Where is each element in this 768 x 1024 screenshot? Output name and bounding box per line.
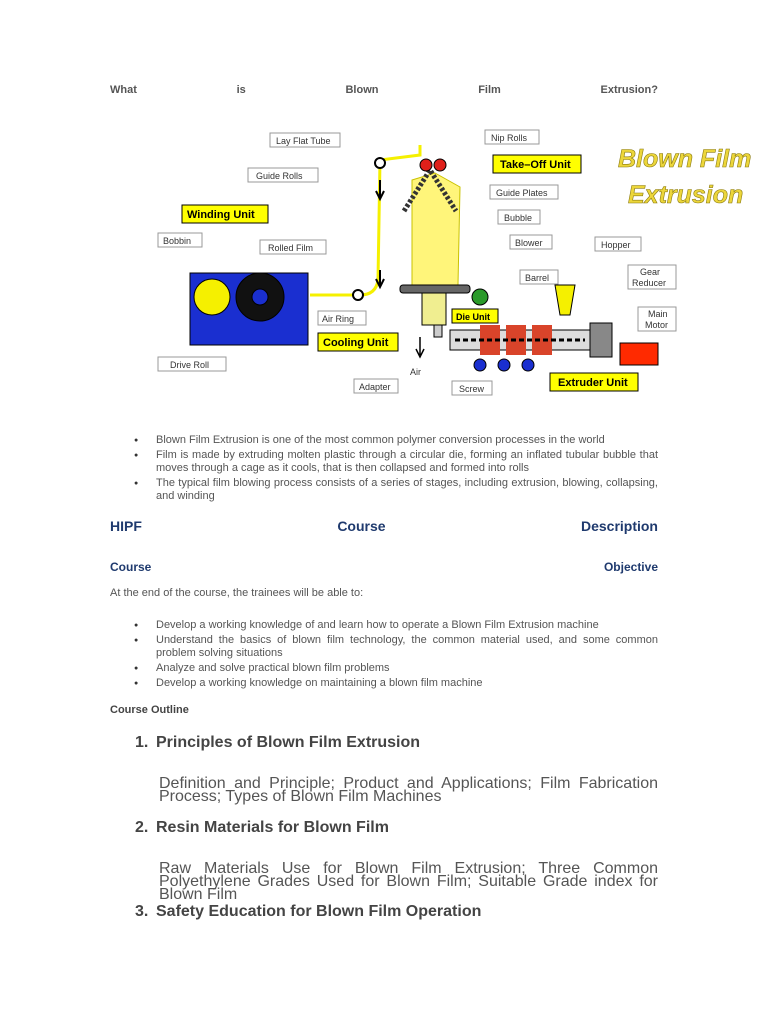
air-ring-shape [400, 285, 470, 293]
screw-wheel [522, 359, 534, 371]
label-extruder-unit: Extruder Unit [558, 377, 628, 389]
adapter-shape [434, 325, 442, 337]
section-heading [110, 518, 658, 534]
label-main-motor-2: Motor [645, 320, 669, 330]
drive-roll-hub [252, 289, 268, 305]
gear-reducer-shape [590, 323, 612, 357]
label-winding-unit: Winding Unit [187, 209, 255, 221]
outline-title: Resin Materials for Blown Film [156, 819, 389, 836]
label-gear-reducer-2: Reducer [632, 278, 667, 288]
label-adapter: Adapter [359, 382, 391, 392]
list-item: ● Understand the basics of blown film technology, the common material used, and some common problem solving situations [110, 634, 658, 660]
label-barrel: Barrel [525, 273, 550, 283]
list-item: ● Analyze and solve practical blown film problems [110, 662, 658, 675]
label-take-off-unit: Take–Off Unit [500, 159, 571, 171]
list-item: ● Film is made by extruding molten plastic through a circular die, forming an inflated tubular bubble that moves through a cage as it cools, that is then collapsed and formed into rolls [110, 449, 658, 475]
objective-intro: At the end of the course, the trainees will be able to: [110, 587, 364, 599]
heading-word: Extrusion? [600, 84, 658, 96]
film-path [310, 145, 420, 295]
outline-number: 2. [135, 819, 149, 836]
heading-word: Blown [345, 84, 379, 96]
label-lay-flat-tube: Lay Flat Tube [276, 136, 331, 146]
label-cooling-unit: Cooling Unit [323, 337, 389, 349]
label-guide-plates: Guide Plates [496, 188, 548, 198]
label-air: Air [410, 367, 421, 377]
label-air-ring: Air Ring [322, 314, 355, 324]
guide-roll-top [375, 158, 385, 168]
heading-word: is [236, 84, 246, 96]
guide-roll-bottom [353, 290, 363, 300]
heading-word: What [110, 84, 137, 96]
heading-word: HIPF [110, 518, 142, 534]
label-gear-reducer-1: Gear [640, 267, 661, 277]
outline-title: Principles of Blown Film Extrusion [156, 734, 421, 751]
outline-description: Definition and Principle; Product and Applications; Film Fabrication Process; Types of Blown Film Machines [159, 775, 658, 805]
heading-word: Course [110, 560, 152, 574]
objective-heading [110, 560, 658, 574]
heading-word: Description [580, 518, 658, 534]
label-die-unit: Die Unit [456, 312, 491, 322]
arrow-down-icon [376, 180, 384, 199]
outline-title: Safety Education for Blown Film Operation [156, 903, 482, 920]
screw-wheel [498, 359, 510, 371]
page-heading [110, 84, 658, 96]
label-blower: Blower [515, 238, 543, 248]
outline-description: Raw Materials Use for Blown Film Extrusion; Three Common Polyethylene Grades Used for Blown Film; Suitable Grade index for Blown Film [159, 860, 658, 903]
intro-bullet-list [110, 434, 658, 505]
die-shape [422, 293, 446, 325]
blower-shape [472, 289, 488, 305]
label-drive-roll: Drive Roll [170, 360, 210, 370]
diagram-title-line2: Extrusion [628, 181, 744, 209]
label-main-motor-1: Main [648, 309, 668, 319]
list-item: ● Blown Film Extrusion is one of the most common polymer conversion processes in the world [110, 434, 658, 447]
label-bubble: Bubble [504, 213, 533, 223]
list-item: ● Develop a working knowledge on maintaining a blown film machine [110, 677, 658, 690]
nip-roll-right [434, 159, 446, 171]
heading-word: Objective [603, 560, 658, 574]
objective-bullet-list [110, 619, 658, 692]
nip-roll-left [420, 159, 432, 171]
label-hopper: Hopper [601, 240, 631, 250]
label-bobbin: Bobbin [163, 236, 192, 246]
list-item: ● Develop a working knowledge of and learn how to operate a Blown Film Extrusion machine [110, 619, 658, 632]
label-screw: Screw [459, 384, 485, 394]
diagram-title-line1: Blown Film [618, 145, 752, 173]
label-nip-rolls: Nip Rolls [491, 133, 528, 143]
outline-heading: Course Outline [110, 704, 189, 716]
heading-word: Course [337, 518, 386, 534]
list-item: ● The typical film blowing process consists of a series of stages, including extrusion, blowing, collapsing, and winding [110, 477, 658, 503]
screw-wheel [474, 359, 486, 371]
main-motor-shape [620, 343, 658, 365]
heading-word: Film [478, 84, 501, 96]
label-guide-rolls: Guide Rolls [256, 171, 303, 181]
outline-number: 3. [135, 903, 149, 920]
rolled-film-shape [194, 279, 230, 315]
blown-film-diagram [150, 125, 768, 407]
air-arrow-icon [416, 337, 424, 357]
label-rolled-film: Rolled Film [268, 243, 314, 253]
hopper-shape [555, 285, 575, 315]
outline-number: 1. [135, 734, 149, 751]
